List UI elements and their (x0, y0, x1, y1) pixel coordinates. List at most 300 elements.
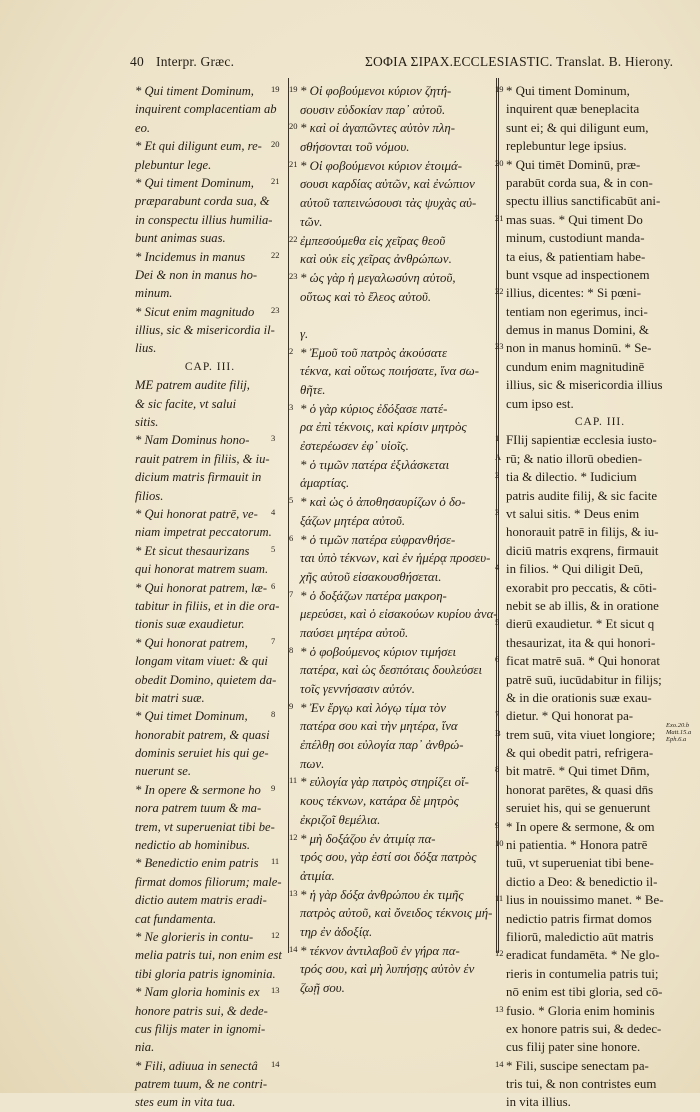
line-text: trem suū, vita viuet longiore; (506, 727, 656, 742)
text-line (506, 1020, 694, 1038)
line-text: nebit se ab illis, & in oratione (506, 598, 659, 613)
line-text: in filios. * Qui diligit Deū, (506, 562, 644, 577)
line-text: exorabit pro peccatis, & cōti- (506, 580, 657, 595)
vulgate-column (495, 82, 694, 1112)
line-text: * καὶ οἱ ἀγαπῶντες αὐτὸν πλη- (300, 121, 455, 136)
line-text: χῆς αὐτοῦ εἰσακουσθήσεται. (300, 569, 442, 584)
header-left-title: Interpr. Græc. (156, 54, 235, 69)
text-line (495, 431, 694, 449)
line-text: ἐστερέωσεν ἐφ᾽ υἱοῖς. (300, 439, 409, 454)
line-text: eo. (135, 120, 151, 135)
text-line (506, 487, 694, 505)
text-line (300, 512, 500, 531)
text-line (289, 232, 500, 251)
text-line (289, 773, 500, 792)
line-text: τέκνα, καὶ οὕτως ποιήσατε, ἵνα σω- (300, 364, 479, 379)
text-line (135, 211, 285, 229)
line-text: vt salui sitis. * Deus enim (506, 506, 640, 521)
line-text: * ὁ φοβούμενος κύριον τιμήσει (300, 644, 457, 659)
text-line (495, 339, 694, 357)
line-text: cus filij pater sine honore. (506, 1040, 641, 1055)
text-line (135, 652, 285, 670)
text-line (300, 755, 500, 774)
text-line (300, 213, 500, 232)
line-text: bit matrē. * Qui timet Dn̄m, (506, 764, 650, 779)
line-text: CAP. III. (184, 360, 236, 373)
verse-number: 19 (289, 84, 298, 94)
text-line (135, 983, 285, 1001)
verse-number: 8 (271, 709, 276, 720)
line-text: * Fili, suscipe senectam pa- (506, 1058, 649, 1073)
line-text: * Et qui diligunt eum, re- (135, 139, 262, 154)
verse-number: 14 (495, 1058, 504, 1069)
text-line (135, 82, 285, 100)
line-text: * Benedictio enim patris (135, 856, 259, 871)
line-text: cat fundamenta. (135, 911, 217, 926)
text-line (135, 1075, 285, 1093)
line-text: ni patientia. * Honora patrē (506, 838, 648, 853)
text-line (506, 744, 694, 762)
text-line (135, 542, 285, 560)
line-text: in conspectu illius humilia- (135, 212, 273, 227)
line-text: σουσιν εὐδοκίαν παρ᾽ αὐτοῦ. (300, 102, 446, 117)
text-line (300, 904, 500, 923)
verse-number: 3 (495, 506, 500, 517)
verse-number: B (495, 727, 501, 738)
text-line (506, 854, 694, 872)
text-line (495, 946, 694, 964)
verse-number: 13 (289, 887, 298, 898)
line-text: diciū matris exqrens, firmauit (506, 543, 659, 558)
text-line (135, 174, 285, 192)
line-text: * Qui honorat patrem, (135, 635, 248, 650)
line-text: * Qui timent Dominum, (506, 84, 630, 98)
text-line (135, 1002, 285, 1020)
header-right-title: ECCLESIASTIC. Translat. B. Hierony. (453, 54, 674, 69)
text-line (135, 946, 285, 964)
text-line (506, 910, 694, 928)
line-text: σθήσονται τοῦ νόμου. (300, 140, 410, 155)
verse-number: 3 (289, 401, 294, 412)
chapter-heading (506, 413, 694, 431)
line-text: ξάζων μητέρα αὐτοῦ. (300, 513, 406, 528)
text-line (506, 873, 694, 891)
text-line (289, 942, 500, 961)
line-text: replebuntur lege ipsius. (506, 139, 627, 154)
text-line (506, 781, 694, 799)
text-line (506, 192, 694, 210)
line-text: obedit Domino, quietem da- (135, 672, 277, 687)
verse-number: 9 (289, 700, 294, 711)
line-text: honorauit patrē in filijs, & iu- (506, 525, 659, 540)
line-text: * Fili, adiuua in senectâ (135, 1058, 258, 1073)
line-text: Dei & non in manus ho- (135, 267, 258, 282)
text-line (506, 119, 694, 137)
text-line (506, 634, 694, 652)
line-text: * Qui timēt Dominū, præ- (506, 157, 641, 172)
text-line (289, 493, 500, 512)
line-text: parabūt corda sua, & in con- (506, 175, 653, 190)
line-text: longam vitam viuet: & qui (135, 654, 268, 669)
line-text: τρός σου, γὰρ ἐστί σοι δόξα πατρὸς (300, 850, 477, 865)
text-line (506, 542, 694, 560)
line-text: * τέκνον ἀντιλαβοῦ ἐν γήρα πα- (300, 943, 460, 958)
text-line (506, 358, 694, 376)
text-line (506, 799, 694, 817)
text-line (135, 1020, 285, 1038)
line-text: honorat parētes, & quasi dn̄s (506, 782, 654, 797)
text-line (300, 101, 500, 120)
text-line (289, 699, 500, 718)
line-text: in vita illius. (506, 1095, 571, 1110)
line-text: CAP. III. (574, 416, 626, 429)
line-text: * Incidemus in manus (135, 249, 246, 264)
text-line (289, 400, 500, 419)
line-text: honorabit patrem, & quasi (135, 727, 270, 742)
verse-number: 23 (271, 304, 280, 315)
text-line (495, 1057, 694, 1075)
line-text: firmat domos filiorum; male- (135, 874, 282, 889)
text-line (135, 1038, 285, 1056)
verse-number: 8 (289, 644, 294, 655)
verse-number: 22 (271, 249, 280, 260)
text-line (300, 661, 500, 680)
text-line (289, 531, 500, 550)
text-line (506, 395, 694, 413)
text-line (495, 284, 694, 302)
line-text: nora patrem tuum & ma- (135, 801, 262, 816)
line-text: * ὁ τιμῶν πατέρα εὐφρανθήσε- (300, 532, 456, 547)
text-line (135, 284, 285, 302)
verse-number: 20 (271, 139, 280, 150)
verse-number: 23 (495, 341, 504, 352)
text-line (300, 362, 500, 381)
verse-number: 7 (271, 635, 276, 646)
text-line (135, 1093, 285, 1111)
text-line (135, 634, 285, 652)
line-text: κους τέκνων, κατάρα δὲ μητρὸς (300, 794, 459, 809)
line-text: γ. (300, 326, 309, 341)
text-line (289, 344, 500, 363)
line-text: niam impetrat peccatorum. (135, 525, 272, 540)
text-line (135, 100, 285, 118)
text-line (506, 137, 694, 155)
line-text: præparabunt corda sua, & (135, 194, 270, 209)
text-line (300, 717, 500, 736)
latin-translation-column (135, 82, 285, 1112)
line-text: plebuntur lege. (135, 157, 212, 172)
line-text: lius. (135, 341, 157, 356)
text-line (300, 923, 500, 942)
line-text: ex honore patris sui, & dedec- (506, 1021, 662, 1036)
text-line (300, 960, 500, 979)
line-text: illius, dicentes: * Si pœni- (506, 286, 641, 301)
text-line (135, 671, 285, 689)
text-line (300, 979, 500, 998)
line-text: rauit patrem in filiis, & iu- (135, 451, 270, 466)
margin-reference-note: Exo.20.b Matt.15.a Eph.6.a (666, 722, 692, 743)
line-text: * Qui timet Dominum, (135, 709, 248, 724)
text-line (495, 891, 694, 909)
verse-number: 14 (271, 1058, 280, 1069)
text-line (135, 928, 285, 946)
text-line (135, 376, 285, 394)
text-line (135, 321, 285, 339)
text-line (135, 192, 285, 210)
line-text: tabitur in filiis, et in die ora- (135, 598, 280, 613)
text-line (135, 339, 285, 357)
line-text: filios. (135, 488, 164, 503)
line-text: & qui obedit patri, refrigera- (506, 746, 654, 761)
line-text: nedictio patris firmat domos (506, 911, 652, 926)
text-line (300, 175, 500, 194)
verse-number: 21 (271, 175, 280, 186)
text-line (506, 523, 694, 541)
verse-number: A (495, 451, 502, 462)
line-text: minum, custodiunt manda- (506, 231, 645, 246)
line-text: ME patrem audite filij, (135, 378, 250, 393)
text-line (506, 597, 694, 615)
line-text: lius in nouissimo manet. * Be- (506, 893, 664, 908)
verse-number: 19 (271, 84, 280, 94)
line-text: * Qui honorat patrē, ve- (135, 506, 258, 521)
line-text: tuū, vt superueniat tibi bene- (506, 856, 654, 871)
line-text: bit matri suæ. (135, 690, 205, 705)
line-text: θῆτε. (300, 383, 326, 397)
line-text: * Ἐμοῦ τοῦ πατρὸς ἀκούσατε (300, 345, 448, 360)
text-line (289, 886, 500, 905)
text-line (135, 266, 285, 284)
text-line (289, 830, 500, 849)
text-line (495, 1002, 694, 1020)
verse-number: 20 (289, 121, 298, 132)
text-line (300, 474, 500, 493)
verse-number: 11 (289, 775, 298, 786)
text-line (135, 156, 285, 174)
line-text: ρα ἐπὶ τέκνοις, καὶ κρίσιν μητρὸς (300, 420, 467, 435)
line-text: illius, sic & misericordia il- (135, 323, 275, 338)
text-line (495, 156, 694, 174)
line-text: ἁμαρτίας. (300, 476, 350, 491)
text-line (135, 615, 285, 633)
verse-number: 2 (495, 470, 500, 481)
line-text: ται ὑπὸ τέκνων, καὶ ἐν ἡμέρᾳ προσευ- (300, 551, 491, 566)
verse-number: 4 (495, 562, 500, 573)
text-line (300, 867, 500, 886)
line-text: μερεύσει, καὶ ὁ εἰσακούων κυρίου ἀνα- (300, 607, 498, 622)
line-text: dominis seruiet his qui ge- (135, 746, 269, 761)
text-line (135, 726, 285, 744)
verse-number: 10 (495, 838, 504, 849)
text-line (135, 468, 285, 486)
text-line (506, 174, 694, 192)
line-text: * Nam Dominus hono- (135, 433, 250, 448)
line-text: mas suas. * Qui timent Do (506, 212, 643, 227)
line-text: patrem tuum, & ne contri- (135, 1077, 268, 1092)
text-line (506, 248, 694, 266)
line-text: * Et sicut thesaurizans (135, 543, 250, 558)
line-text: πατέρα σου καὶ τὴν μητέρα, ἵνα (300, 719, 458, 734)
line-text: FIlij sapientiæ ecclesia iusto- (506, 433, 657, 448)
text-line (289, 269, 500, 288)
line-text: qui honorat matrem suam. (135, 562, 269, 577)
line-text: bunt vsque ad inspectionem (506, 267, 650, 282)
verse-number: 13 (271, 985, 280, 996)
text-line (506, 376, 694, 394)
text-line (135, 597, 285, 615)
text-line (506, 1038, 694, 1056)
text-line (506, 965, 694, 983)
text-line (135, 229, 285, 247)
running-header (130, 54, 675, 74)
text-line (135, 910, 285, 928)
line-text: * εὐλογία γὰρ πατρὸς στηρίζει οἴ- (300, 775, 469, 790)
text-line (300, 811, 500, 830)
line-text: thesaurizat, ita & qui honori- (506, 635, 656, 650)
line-text: * ὁ τιμῶν πατέρα ἐξιλάσκεται (300, 457, 450, 472)
line-text: ἐμπεσούμεθα εἰς χεῖρας θεοῦ (300, 233, 446, 248)
verse-number: 14 (289, 943, 298, 954)
line-text: ἐπέλθῃ σοι εὐλογία παρ᾽ ἀνθρώ- (300, 738, 464, 753)
text-line (300, 549, 500, 568)
line-text: πατέρα, καὶ ὡς δεσπόταις δουλεύσει (300, 663, 482, 678)
greek-text-column (289, 82, 500, 998)
verse-number: 11 (271, 856, 280, 867)
column-divider (288, 78, 289, 953)
line-text: τοῖς γεννήσασιν αὐτόν. (300, 682, 415, 696)
line-text: * Nam gloria hominis ex (135, 985, 260, 1000)
text-line (135, 854, 285, 872)
verse-number: 13 (495, 1003, 504, 1014)
line-text: & sic facite, vt salui (135, 396, 237, 411)
text-line (300, 194, 500, 213)
text-line (289, 157, 500, 176)
verse-number: 21 (289, 158, 298, 169)
line-text: trem, vt superueniat tibi be- (135, 819, 275, 834)
line-text: τρός σου, καὶ μὴ λυπήσῃς αὐτὸν ἐν (300, 962, 475, 977)
line-text: cus filijs mater in ignomi- (135, 1021, 266, 1036)
text-line (300, 568, 500, 587)
text-line (289, 119, 500, 138)
verse-number: 6 (289, 532, 294, 543)
line-text: stes eum in vita tua. (135, 1095, 236, 1110)
verse-number: 19 (495, 84, 504, 94)
line-text: * καὶ ὡς ὁ ἀποθησαυρίζων ὁ δο- (300, 495, 466, 510)
line-text: illius, sic & misericordia illius (506, 378, 663, 393)
line-text: καὶ οὐκ εἰς χεῖρας ἀνθρώπων. (300, 252, 452, 267)
line-text: minum. (135, 286, 173, 301)
line-text: tibi gloria patris ignominia. (135, 966, 276, 981)
text-line (135, 818, 285, 836)
verse-number: 4 (271, 506, 276, 517)
text-line (135, 707, 285, 725)
line-text: dierū exaudietur. * Et sicut q (506, 617, 655, 632)
line-text: nedictio ab hominibus. (135, 838, 251, 853)
line-text: nuerunt se. (135, 764, 191, 779)
line-text: eradicat fundamēta. * Ne glo- (506, 948, 660, 963)
line-text: ἀτιμία. (300, 868, 335, 883)
line-text: παύσει μητέρα αὐτοῦ. (300, 625, 409, 640)
text-line (495, 468, 694, 486)
line-text: non in manus hominū. * Se- (506, 341, 652, 356)
text-line (135, 836, 285, 854)
line-text: dictio autem matris eradi- (135, 893, 267, 908)
header-greek-title: ΣΟΦΙΑ ΣΙΡΑΧ. (365, 54, 454, 69)
text-line (495, 560, 694, 578)
text-line (135, 560, 285, 578)
line-text: * Qui timent Dominum, (135, 175, 254, 190)
line-text: honore patris sui, & dede- (135, 1003, 268, 1018)
verse-number: 3 (271, 433, 276, 444)
text-line (506, 983, 694, 1001)
text-line (506, 303, 694, 321)
verse-number: 6 (495, 654, 500, 665)
verse-number: 21 (495, 212, 504, 223)
text-line (135, 689, 285, 707)
text-line (135, 487, 285, 505)
line-text: πων. (300, 756, 325, 771)
line-text: tris tui, & non contristes eum (506, 1077, 657, 1092)
verse-number: 12 (271, 929, 280, 940)
line-text: * Ἐν ἔργῳ καὶ λόγῳ τίμα τὸν (300, 700, 446, 715)
line-text: * Qui timent Dominum, (135, 84, 254, 98)
line-text: * In opere & sermone, & om (506, 819, 655, 834)
text-line (300, 437, 500, 456)
line-text: tentiam non egerimus, inci- (506, 304, 648, 319)
line-text: cum ipso est. (506, 396, 574, 411)
text-line (495, 450, 694, 468)
text-line (506, 100, 694, 118)
line-text: fusio. * Gloria enim hominis (506, 1003, 655, 1018)
text-line (135, 119, 285, 137)
line-text: rieris in contumelia patris tui; (506, 966, 659, 981)
text-line (135, 799, 285, 817)
line-text: πατρὸς αὐτοῦ, καὶ ὄνειδος τέκνοις μή- (300, 906, 493, 921)
text-line (495, 211, 694, 229)
page-number: 40 (130, 54, 144, 69)
verse-number: 20 (495, 157, 504, 168)
line-text: * Ne glorieris in contu- (135, 929, 254, 944)
text-line (135, 137, 285, 155)
text-line (506, 689, 694, 707)
line-text: ta eius, & patientiam habe- (506, 249, 646, 264)
text-line (135, 523, 285, 541)
text-line (506, 321, 694, 339)
text-line (135, 505, 285, 523)
line-text: τῶν. (300, 214, 323, 229)
verse-number: 5 (495, 617, 500, 628)
line-text: inquirent quæ beneplacita (506, 102, 640, 117)
text-line (135, 248, 285, 266)
text-line (300, 605, 500, 624)
line-text: patrē suū, iucūdabitur in filijs; (506, 672, 662, 687)
verse-number: 7 (289, 588, 294, 599)
verse-number: 22 (289, 233, 298, 244)
text-line (495, 762, 694, 780)
text-line (506, 1093, 694, 1111)
text-line (135, 781, 285, 799)
line-text: τηρ ἐν ἀδοξίᾳ. (300, 924, 373, 939)
line-text: ζωῇ σου. (300, 981, 345, 995)
text-line (135, 873, 285, 891)
line-text: sunt ei; & qui diligunt eum, (506, 120, 649, 135)
text-line (135, 413, 285, 431)
text-line (135, 431, 285, 449)
text-line (300, 288, 500, 307)
text-line (135, 303, 285, 321)
line-text: cundum enim magnitudinē (506, 359, 645, 374)
text-line (495, 836, 694, 854)
